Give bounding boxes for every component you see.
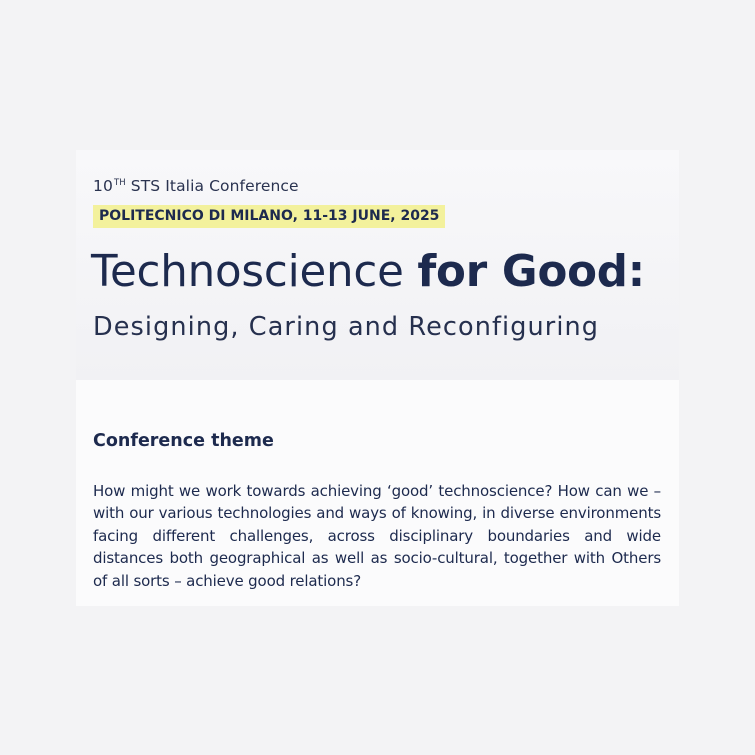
- theme-paragraph: How might we work towards achieving ‘good’ technoscience? How can we – with our various technologies and ways of knowing, in diverse environments facing different challenges, across disciplinary boundaries and wide distances both geographical as well as socio-cultural, together with Others of all sorts – achieve good relations?: [93, 482, 661, 590]
- theme-heading: Conference theme: [93, 431, 274, 451]
- edition-number: 10: [93, 177, 113, 195]
- conference-card: [76, 150, 679, 606]
- conference-edition: [93, 177, 299, 195]
- conference-subtitle: Designing, Caring and Reconfiguring: [93, 312, 600, 342]
- edition-suffix: TH: [113, 178, 126, 188]
- edition-name: STS Italia Conference: [125, 177, 299, 195]
- title-bold: for Good:: [417, 247, 645, 297]
- conference-title: [91, 246, 645, 298]
- title-light: Technoscience: [91, 247, 418, 297]
- venue-date-highlight: POLITECNICO DI MILANO, 11-13 JUNE, 2025: [93, 205, 445, 228]
